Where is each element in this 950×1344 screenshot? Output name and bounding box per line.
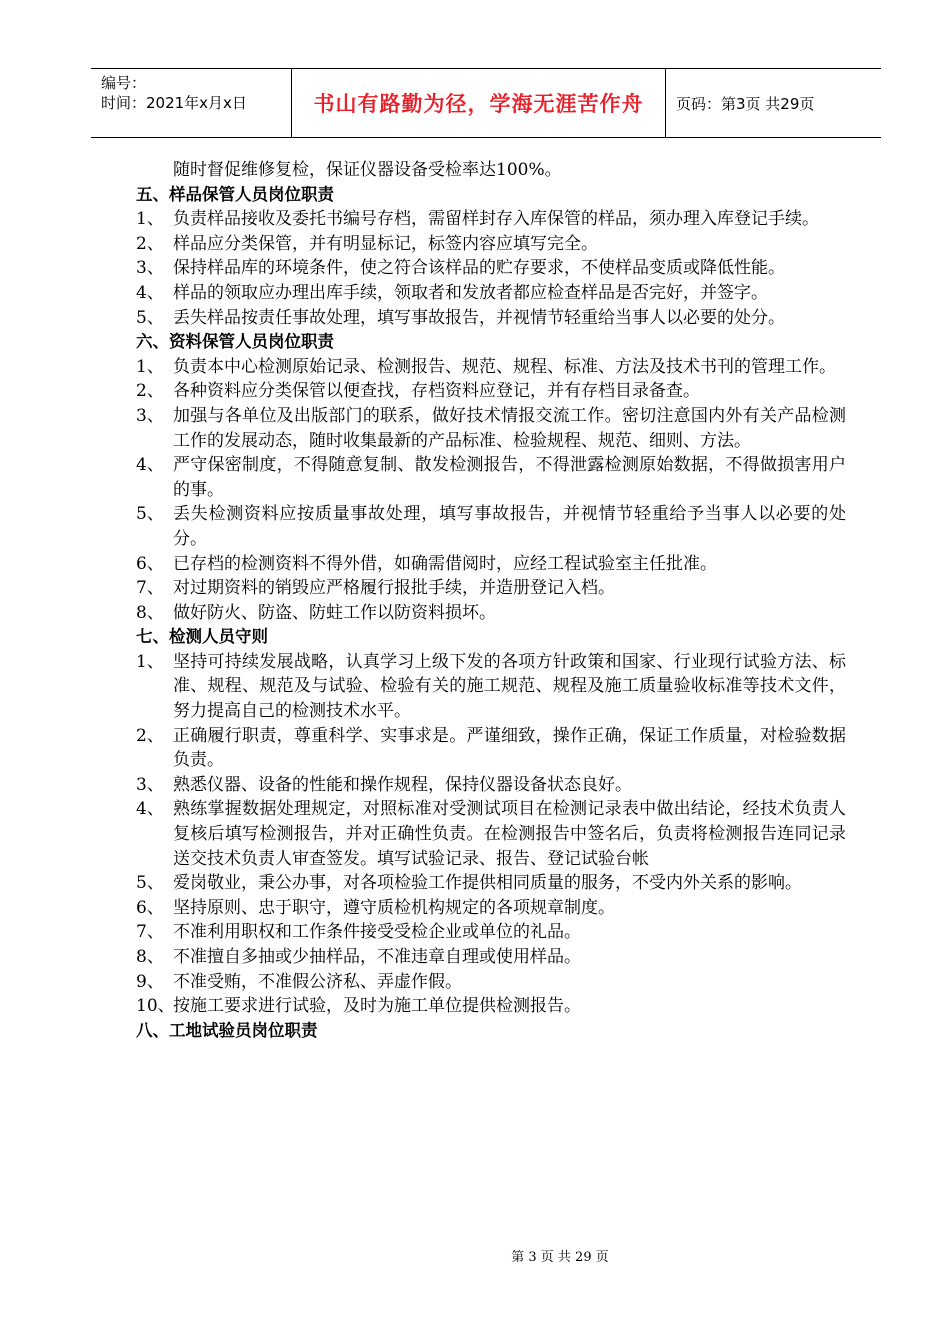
list-item [136,773,846,798]
continuation-line: 随时督促维修复检，保证仪器设备受检率达100%。 [173,160,562,180]
section-heading: 八、工地试验员岗位职责 [136,1020,318,1040]
section-heading: 五、样品保管人员岗位职责 [136,184,334,204]
section-heading: 六、资料保管人员岗位职责 [136,332,334,352]
item-number: 6、 [136,553,164,574]
list-item [136,404,846,453]
item-number: 7、 [136,578,164,599]
document-body [136,158,846,1043]
list-item [136,797,846,871]
header-motto: 书山有路勤为径，学海无涯苦作舟 [292,69,666,137]
item-text: 负责样品接收及委托书编号存档，需留样封存入库保管的样品，须办理入库登记手续。 [173,209,819,230]
item-number: 5、 [136,873,164,894]
list-item [136,281,846,306]
item-number: 2、 [136,725,164,746]
item-text: 坚持可持续发展战略，认真学习上级下发的各项方针政策和国家、行业现行试验方法、标准、规程、规范及与试验、检验有关的施工规范、规程及施工质量验收标准等技术文件，努力提高自己的检测技术水平。 [173,651,846,722]
item-number: 3、 [136,258,164,279]
list-item [136,896,846,921]
list-item [136,576,846,601]
header-meta [91,69,292,137]
list-item [136,306,846,331]
list-item [136,355,846,380]
list-item [136,970,846,995]
item-number: 3、 [136,405,164,426]
item-number: 1、 [136,209,164,230]
item-text: 各种资料应分类保管以便查找，存档资料应登记，并有存档目录备查。 [173,381,700,402]
item-text: 做好防火、防盗、防蛀工作以防资料损坏。 [173,602,496,623]
item-text: 不准利用职权和工作条件接受受检企业或单位的礼品。 [173,922,581,943]
list-item [136,994,846,1019]
section-heading: 七、检测人员守则 [136,627,268,647]
item-number: 1、 [136,651,164,672]
item-text: 丢失样品按责任事故处理，填写事故报告，并视情节轻重给当事人以必要的处分。 [173,307,785,328]
item-text: 不准受贿，不准假公济私、弄虚作假。 [173,971,462,992]
list-item [136,871,846,896]
list-item [136,601,846,626]
item-text: 按施工要求进行试验，及时为施工单位提供检测报告。 [173,996,581,1017]
header-number-label: 编号： [101,74,147,92]
item-text: 加强与各单位及出版部门的联系，做好技术情报交流工作。密切注意国内外有关产品检测工作的发展动态，随时收集最新的产品标准、检验规程、规范、细则、方法。 [173,405,846,451]
document-header [91,68,881,138]
item-number: 10、 [136,996,175,1017]
item-text: 正确履行职责，尊重科学、实事求是。严谨细致，操作正确，保证工作质量，对检验数据负责。 [173,725,846,771]
list-item [136,650,846,724]
item-number: 3、 [136,774,164,795]
item-text: 样品应分类保管，并有明显标记，标签内容应填写完全。 [173,233,598,254]
item-text: 严守保密制度，不得随意复制、散发检测报告，不得泄露检测原始数据，不得做损害用户的事。 [173,455,846,500]
header-time-label: 时间：2021年x月x日 [101,94,247,112]
item-text: 坚持原则、忠于职守，遵守质检机构规定的各项规章制度。 [173,897,615,918]
list-item [136,379,846,404]
header-page-info: 页码：第3页 共29页 [676,94,815,113]
list-item [136,256,846,281]
list-item [136,502,846,551]
item-text: 对过期资料的销毁应严格履行报批手续，并造册登记入档。 [173,578,615,599]
list-item [136,453,846,502]
list-item [136,552,846,577]
item-number: 5、 [136,307,164,328]
item-number: 8、 [136,947,164,967]
item-number: 5、 [136,504,164,525]
item-number: 2、 [136,381,164,402]
list-item [136,724,846,773]
item-text: 熟练掌握数据处理规定，对照标准对受测试项目在检测记录表中做出结论，经技术负责人复核后填写检测报告，并对正确性负责。在检测报告中签名后，负责将检测报告连同记录送交技术负责人审查签发。填写试验记录、报告、登记试验台帐 [173,799,846,869]
list-item [136,920,846,945]
item-text: 样品的领取应办理出库手续，领取者和发放者都应检查样品是否完好，并签字。 [173,282,768,303]
item-number: 1、 [136,356,164,377]
item-text: 不准擅自多抽或少抽样品，不准违章自理或使用样品。 [173,947,581,967]
item-number: 2、 [136,233,164,254]
item-text: 爱岗敬业，秉公办事，对各项检验工作提供相同质量的服务，不受内外关系的影响。 [173,873,802,894]
item-number: 8、 [136,602,164,623]
item-number: 7、 [136,922,164,943]
item-text: 负责本中心检测原始记录、检测报告、规范、规程、标准、方法及技术书刊的管理工作。 [173,356,836,377]
item-text: 保持样品库的环境条件，使之符合该样品的贮存要求，不使样品变质或降低性能。 [173,258,785,279]
item-number: 4、 [136,799,164,820]
list-item [136,207,846,232]
item-number: 9、 [136,971,164,992]
item-number: 4、 [136,455,164,476]
page-footer: 第 3 页 共 29 页 [511,1250,609,1265]
list-item [136,945,846,970]
item-number: 4、 [136,282,164,303]
sections-container [136,183,846,1044]
item-number: 6、 [136,897,164,918]
item-text: 丢失检测资料应按质量事故处理，填写事故报告，并视情节轻重给予当事人以必要的处分。 [173,504,846,549]
item-text: 熟悉仪器、设备的性能和操作规程，保持仪器设备状态良好。 [173,774,632,795]
item-text: 已存档的检测资料不得外借，如确需借阅时，应经工程试验室主任批准。 [173,553,717,574]
list-item [136,232,846,257]
